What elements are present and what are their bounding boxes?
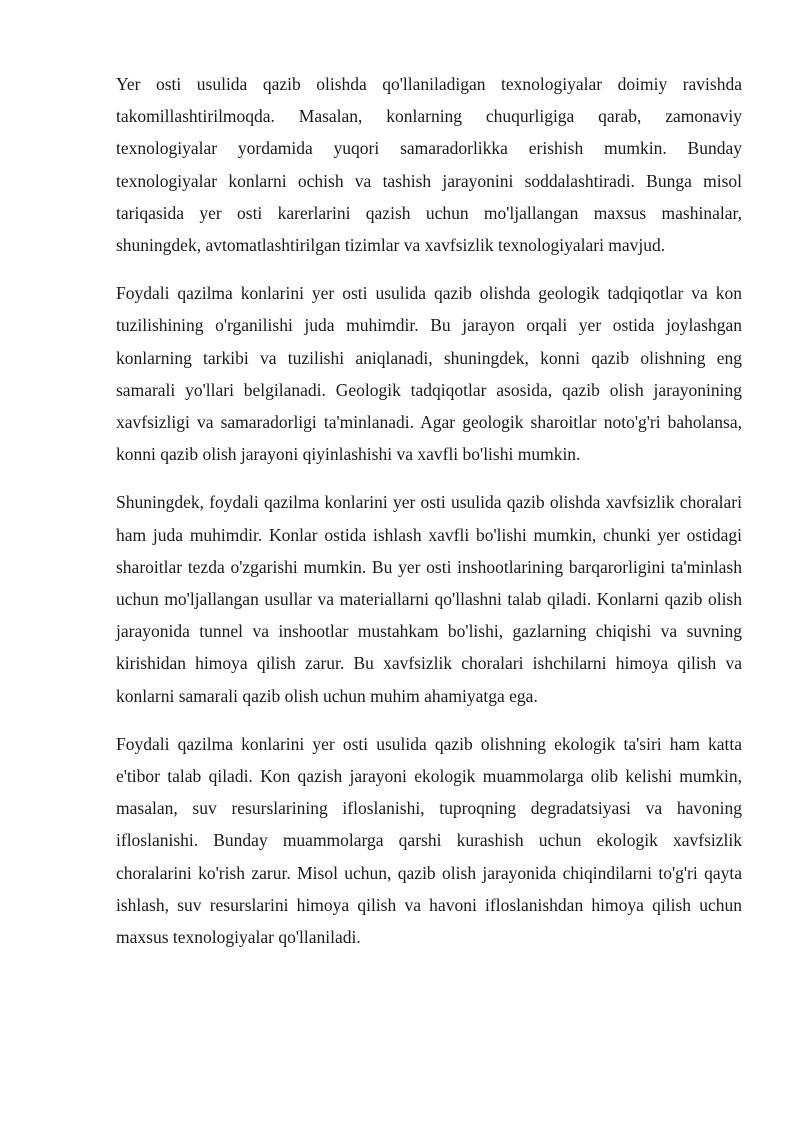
paragraph-geological-research: Foydali qazilma konlarini yer osti usulida qazib olishda geologik tadqiqotlar va kon tuzilishining o'rganilishi juda muhimdir. Bu jarayon orqali yer ostida joylashgan konlarning tarkibi va tuzilishi aniqlanadi, shuningdek, konni qazib olishning eng samarali yo'llari belgilanadi. Geologik tadqiqotlar asosida, qazib olish jarayonining xavfsizligi va samaradorligi ta'minlanadi. Agar geologik sharoitlar noto'g'ri baholansa, konni qazib olish jarayoni qiyinlashishi va xavfli bo'lishi mumkin. bbox=[116, 283, 742, 465]
paragraph-safety-measures: Shuningdek, foydali qazilma konlarini yer osti usulida qazib olishda xavfsizlik choralari ham juda muhimdir. Konlar ostida ishlash xavfli bo'lishi mumkin, chunki yer ostidagi sharoitlar tezda o'zgarishi mumkin. Bu yer osti inshootlarining barqarorligini ta'minlash uchun mo'ljallangan usullar va materiallarni qo'llashni talab qiladi. Konlarni qazib olish jarayonida tunnel va inshootlar mustahkam bo'lishi, gazlarning chiqishi va suvning kirishidan himoya qilish zarur. Bu xavfsizlik choralari ishchilarni himoya qilish va konlarni samarali qazib olish uchun muhim ahamiyatga ega. bbox=[116, 492, 742, 706]
paragraph-technologies: Yer osti usulida qazib olishda qo'llaniladigan texnologiyalar doimiy ravishda takomillashtirilmoqda. Masalan, konlarning chuqurligiga qarab, zamonaviy texnologiyalar yordamida yuqori samaradorlikka erishish mumkin. Bunday texnologiyalar konlarni ochish va tashish jarayonini soddalashtiradi. Bunga misol tariqasida yer osti karerlarini qazish uchun mo'ljallangan maxsus mashinalar, shuningdek, avtomatlashtirilgan tizimlar va xavfsizlik texnologiyalari mavjud. bbox=[116, 74, 742, 256]
paragraph-ecological-impact: Foydali qazilma konlarini yer osti usulida qazib olishning ekologik ta'siri ham katta e'tibor talab qiladi. Kon qazish jarayoni ekologik muammolarga olib kelishi mumkin, masalan, suv resurslarining ifloslanishi, tuproqning degradatsiyasi va havoning ifloslanishi. Bunday muammolarga qarshi kurashish uchun ekologik xavfsizlik choralarini ko'rish zarur. Misol uchun, qazib olish jarayonida chiqindilarni to'g'ri qayta ishlash, suv resurslarini himoya qilish va havoni ifloslanishdan himoya qilish uchun maxsus texnologiyalar qo'llaniladi. bbox=[116, 733, 742, 948]
document-page bbox=[116, 68, 742, 969]
